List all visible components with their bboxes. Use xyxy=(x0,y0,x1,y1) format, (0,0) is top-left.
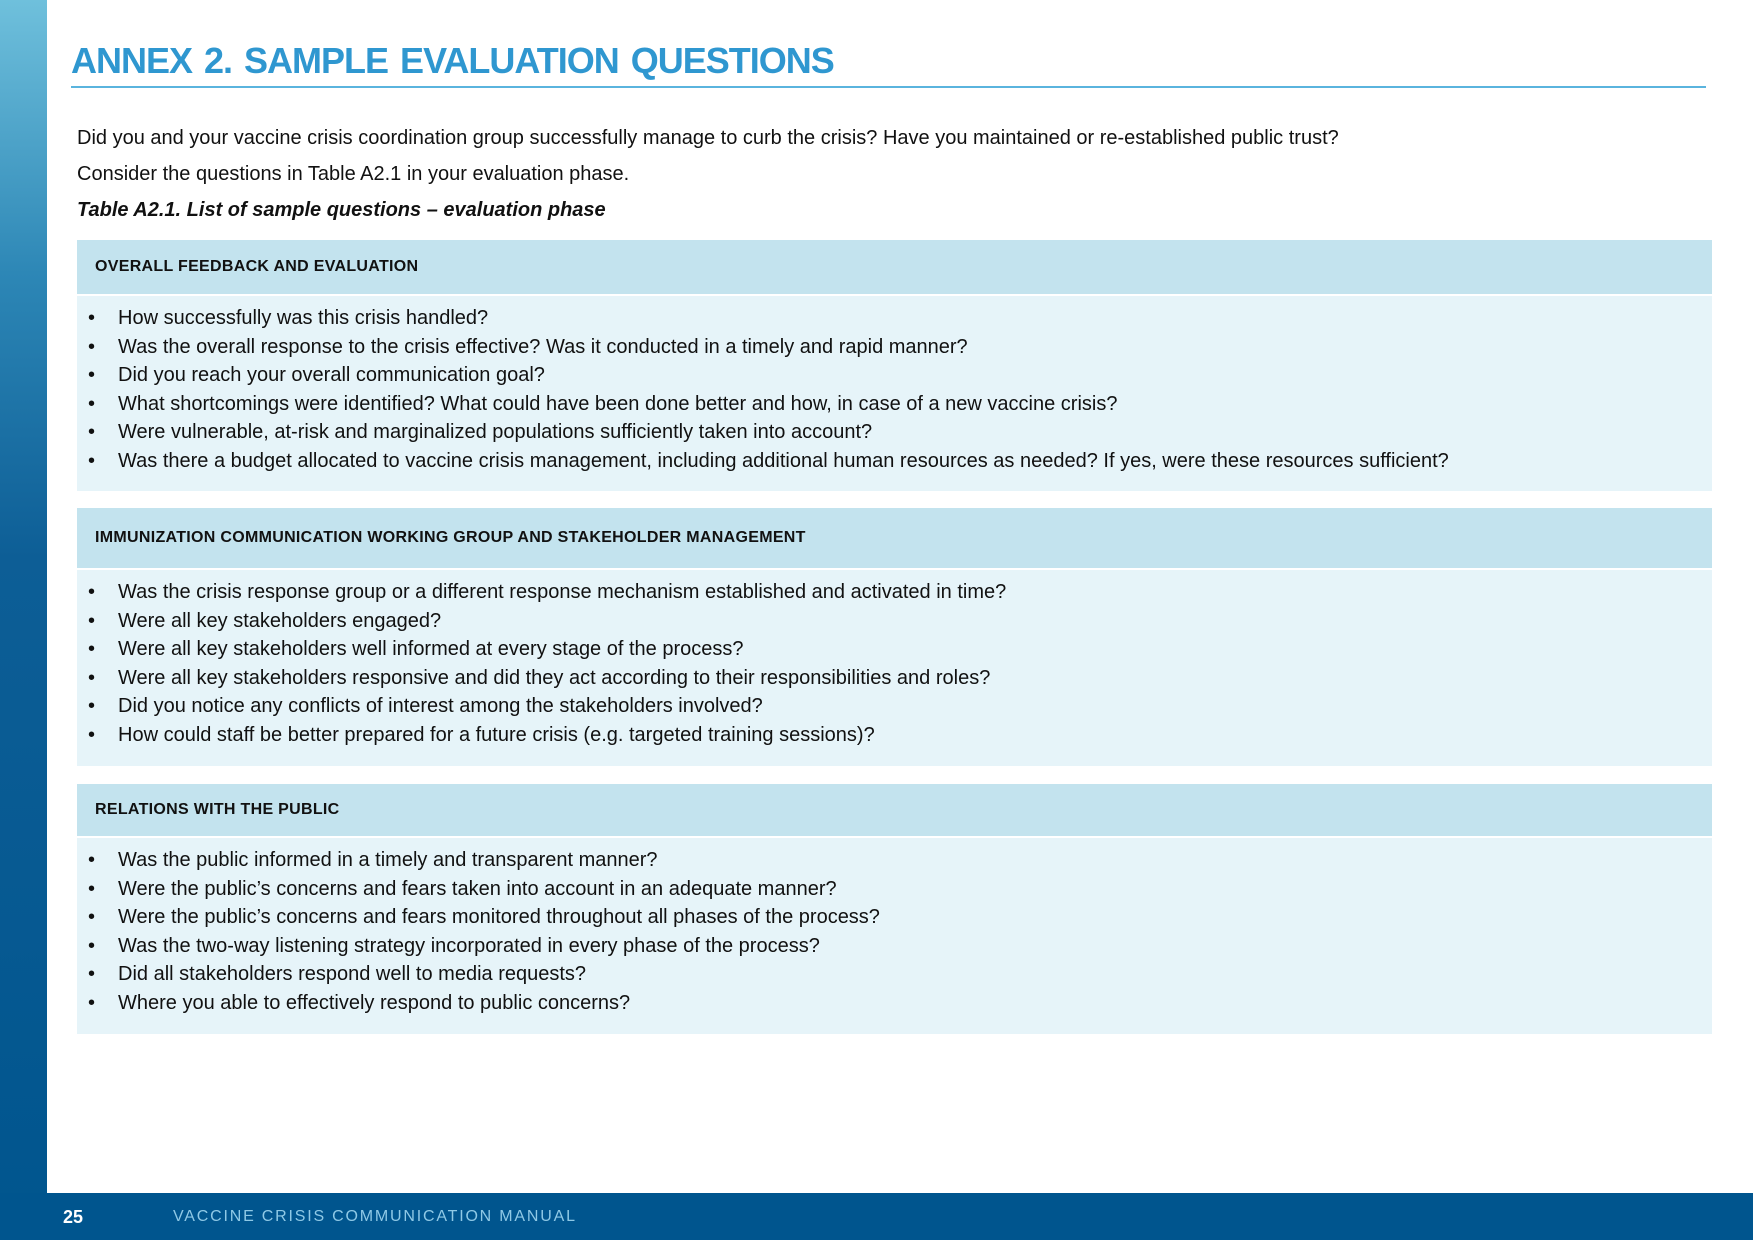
question-item: • Was the overall response to the crisis effective? Was it conducted in a timely and rapid manner? xyxy=(77,333,1712,362)
intro-paragraph: Did you and your vaccine crisis coordination group successfully manage to curb the crisis? Have you maintained or re-established public trust? xyxy=(77,127,1339,149)
question-section-public-relations xyxy=(77,784,1712,1034)
question-item: • Were all key stakeholders well informed at every stage of the process? xyxy=(77,635,1712,664)
question-item: • How successfully was this crisis handled? xyxy=(77,304,1712,333)
question-item: • Were the public’s concerns and fears taken into account in an adequate manner? xyxy=(77,875,1712,904)
question-item: • Was the public informed in a timely and transparent manner? xyxy=(77,846,1712,875)
question-section-working-group xyxy=(77,508,1712,766)
question-item: • Were all key stakeholders responsive and did they act according to their responsibilities and roles? xyxy=(77,664,1712,693)
section-heading: RELATIONS WITH THE PUBLIC xyxy=(77,784,1712,838)
question-list xyxy=(77,296,1712,476)
table-caption: Table A2.1. List of sample questions – evaluation phase xyxy=(77,199,606,221)
question-list xyxy=(77,838,1712,1018)
question-item: • What shortcomings were identified? What could have been done better and how, in case of a new vaccine crisis? xyxy=(77,390,1712,419)
question-list xyxy=(77,570,1712,750)
question-item: • Did all stakeholders respond well to media requests? xyxy=(77,960,1712,989)
question-item: • How could staff be better prepared for a future crisis (e.g. targeted training sessions)? xyxy=(77,721,1712,750)
question-item: • Were all key stakeholders engaged? xyxy=(77,607,1712,636)
title-divider xyxy=(71,86,1706,88)
section-heading: OVERALL FEEDBACK AND EVALUATION xyxy=(77,240,1712,296)
side-color-bar xyxy=(0,0,47,1240)
section-heading: IMMUNIZATION COMMUNICATION WORKING GROUP AND STAKEHOLDER MANAGEMENT xyxy=(77,508,1712,570)
page-footer xyxy=(0,1193,1753,1240)
question-item: • Was the two-way listening strategy incorporated in every phase of the process? xyxy=(77,932,1712,961)
question-item: • Was there a budget allocated to vaccine crisis management, including additional human resources as needed? If yes, were these resources sufficient? xyxy=(77,447,1712,476)
question-item: • Did you reach your overall communication goal? xyxy=(77,361,1712,390)
question-item: • Did you notice any conflicts of interest among the stakeholders involved? xyxy=(77,692,1712,721)
page-number: 25 xyxy=(63,1207,84,1227)
footer-document-title: VACCINE CRISIS COMMUNICATION MANUAL xyxy=(173,1208,577,1225)
intro-paragraph: Consider the questions in Table A2.1 in your evaluation phase. xyxy=(77,163,630,185)
question-item: • Where you able to effectively respond to public concerns? xyxy=(77,989,1712,1018)
question-item: • Was the crisis response group or a different response mechanism established and activated in time? xyxy=(77,578,1712,607)
question-item: • Were vulnerable, at-risk and marginalized populations sufficiently taken into account? xyxy=(77,418,1712,447)
page-title: ANNEX 2. SAMPLE EVALUATION QUESTIONS xyxy=(71,40,834,81)
question-section-overall-feedback xyxy=(77,240,1712,491)
question-item: • Were the public’s concerns and fears monitored throughout all phases of the process? xyxy=(77,903,1712,932)
